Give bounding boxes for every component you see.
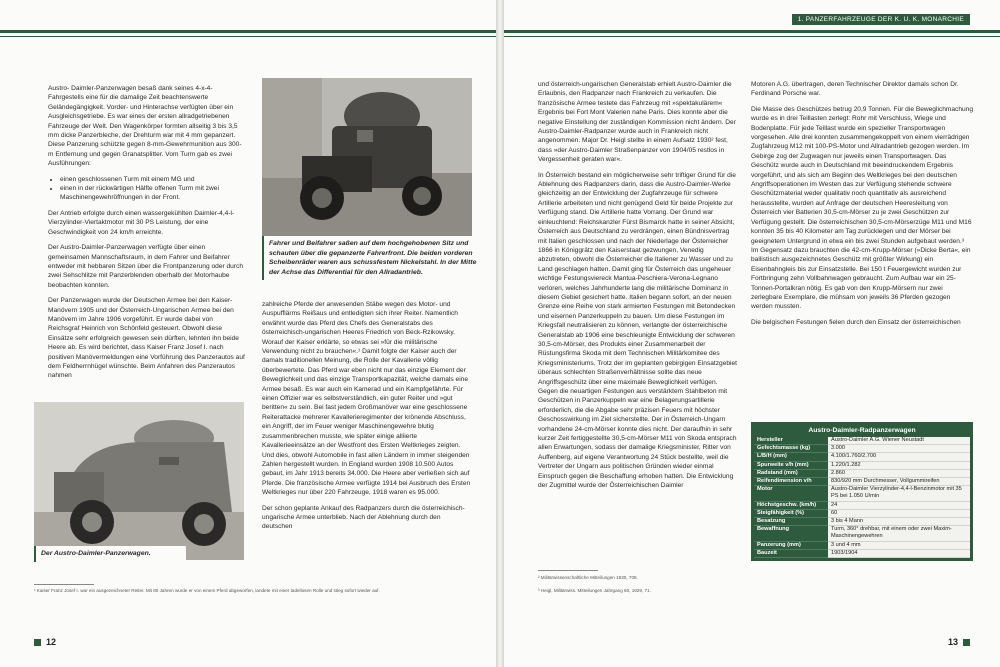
- page-number-right: [948, 637, 970, 647]
- paragraph: zahlreiche Pferde der anwesenden Stäbe wegen des Motor- und Auspufflärms Reißaus und entledigten sich ihrer Reiter. Namentlich erwähnt wurde das Pferd des Chefs des Generalstabs des österreichisch-ungarischen Heeres Friedrich von Beck-Rzikowsky. Worauf der Kaiser erklärte, so etwas sei »für die militärische Verwendung nicht zu brauchen«.¹ Damit folgte der Kaiser auch der damals traditionellen Meinung, die Rolle der Kavallerie völlig überbewertete. Das Pferd war eben nicht nur das einzige Element der Beweglichkeit und das einzige Transportkapazität, welche damals eine Armee besaß. Es war auch ein Kamerad und ein Kampfgefährte. Für einen Offizier war es selbstverständlich, ein guter Reiter und »gut beritten« zu sein. Bei fast jedem Großmanöver war eine geschlossene Reiterattacke mehrerer Kavallerieregimenter der krönende Abschluss, ein Angriff, der im Feuer weniger Maschinengewehre blutig zusammenbrechen musste, wie später einige alliierte Kavallerieeinsätze an der Westfront des Ersten Weltkrieges zeigten. Und dies, obwohl Automobile in fast allen Ländern in immer steigenden Zahlen hergestellt wurden. In England wurden 1908 10.500 Autos gebaut, im Jahr 1913 bereits 34.000. Die Heere aber verließen sich auf Pferde. Die französische Armee verfügte 1914 bei Ausbruch des Ersten Weltkrieges nur über 220 Fahrzeuge, 1918 waren es 95.000.: [262, 301, 471, 497]
- spec-key: Bauzeit: [754, 549, 828, 557]
- spec-table: [754, 437, 970, 558]
- table-row: [754, 469, 970, 477]
- photo-illustration-side: [34, 402, 244, 560]
- right-column-1: [538, 80, 738, 496]
- paragraph: Der Antrieb erfolgte durch einen wassergekühlten Daimler-4,4-l-Vierzylinder-Viertaktmotor mit 30 PS Leistung, der eine Geschwindigkeit von 24 km/h erreichte.: [48, 209, 235, 236]
- caption-top: Fahrer und Beifahrer saßen auf dem hochgehobenen Sitz und schauten über die gepanzerte Fahrerfront. Die beiden vorderen Scheibenräder waren aus schussfestem Nickelstahl. In der Mitte der Achse das Differential für den Allradantrieb.: [262, 236, 482, 280]
- right-column-2: [751, 80, 973, 333]
- green-square-icon: [963, 639, 970, 646]
- spec-key: Bewaffnung: [754, 526, 828, 541]
- turret-list: [48, 175, 246, 203]
- footnote: ² Militärwissenschaftliche Mitteilungen 1930, 708.: [538, 575, 638, 580]
- paragraph: Motoren A.G. übertragen, deren Technischer Direktor damals schon Dr. Ferdinand Porsche war.: [751, 81, 959, 98]
- spec-table-box: [751, 422, 973, 561]
- left-page: [0, 0, 496, 667]
- table-row: [754, 461, 970, 469]
- paragraph: Der Austro-Daimler-Panzerwagen verfügte über einen gemeinsamen Mannschaftsraum, in dem Fahrer und Beifahrer entweder mit hebbaren Sitzen über die Frontpanzerung oder durch zwei Sehschlitze mit Panzerblenden oberhalb der Motorhaube beobachten konnten.: [48, 244, 244, 289]
- spec-value: 1903/1904: [828, 549, 970, 557]
- spec-key: Hersteller: [754, 437, 828, 445]
- top-rule-left-thin: [0, 36, 496, 37]
- gutter: [496, 0, 504, 667]
- top-rule-right: [504, 30, 1000, 33]
- table-row: [754, 509, 970, 517]
- table-row: [754, 486, 970, 501]
- spec-value: Austro-Daimler A.G. Wiener Neustadt: [828, 437, 970, 445]
- spec-value: 60: [828, 509, 970, 517]
- spec-key: Besatzung: [754, 518, 828, 526]
- top-rule-right-thin: [504, 36, 1000, 37]
- spec-key: Steigfähigkeit (%): [754, 509, 828, 517]
- table-row: [754, 518, 970, 526]
- spec-key: Höchstgeschw. (km/h): [754, 501, 828, 509]
- page-number: 13: [947, 637, 958, 647]
- green-square-icon: [34, 639, 41, 646]
- spec-value: 1.220/1.282: [828, 461, 970, 469]
- paragraph: Der schon geplante Ankauf des Radpanzers durch die österreichisch-ungarische Armee unterblieb. Nach der Ablehnung durch den deutschen: [262, 504, 465, 531]
- table-row: [754, 526, 970, 541]
- spec-key: Radstand (mm): [754, 469, 828, 477]
- left-column-1: [48, 84, 246, 387]
- spec-key: Gefechtsmasse (kg): [754, 445, 828, 453]
- left-column-2: [262, 300, 472, 538]
- paragraph: und österreich-ungarischen Generalstab erhielt Austro-Daimler die Erlaubnis, den Radpanzer nach Frankreich zu verkaufen. Die französische Armee testete das Fahrzeug mit »spektakulärem« Ergebnis bei Fort Mont Valerien nahe Paris. Dies konnte aber die negative Einstellung der zuständigen Kommission nicht ändern. Der Austro-Daimler-Radpanzer wurde auch in Frankreich nicht angenommen. Major Dr. Heigl stellte in einem Aufsatz 1930² fest, dass »der Austro-Daimler Straßenpanzer von 1904/05 restlos in Vergessenheit geraten war«.: [538, 81, 736, 164]
- top-rule-left: [0, 30, 496, 33]
- spec-key: Motor: [754, 486, 828, 501]
- spec-value: 2.860: [828, 469, 970, 477]
- table-row: [754, 549, 970, 557]
- page-number-left: [34, 637, 56, 647]
- spec-value: 4.100/1.760/2.700: [828, 453, 970, 461]
- spec-value: Turm, 360° drehbar, mit einem oder zwei Maxim-Maschinengewehren: [828, 526, 970, 541]
- table-row: [754, 501, 970, 509]
- chapter-header: 1. PANZERFAHRZEUGE DER K. U. K. MONARCHIE: [792, 14, 970, 25]
- paragraph: Die belgischen Festungen fielen durch den Einsatz der österreichischen: [751, 318, 961, 326]
- spec-key: Panzerung (mm): [754, 541, 828, 549]
- armored-car-photo-front: [262, 78, 472, 236]
- spec-key: Spurweite v/h (mm): [754, 461, 828, 469]
- footnote-rule: [34, 584, 94, 585]
- table-row: [754, 437, 970, 445]
- table-row: [754, 445, 970, 453]
- spec-key: L/B/H (mm): [754, 453, 828, 461]
- paragraph: Die Masse des Geschützes betrug 20,9 Tonnen. Für die Beweglichmachung wurde es in drei Teillasten zerlegt: Rohr mit Verschluss, Wiege und Bodenplatte. Für jede Teillast wurde ein spezieller Transportwagen vorgesehen. Alle drei konnten zusammengekoppelt von einem vierrädrigen Zugfahrzeug M12 mit 100-PS-Motor und Allradantrieb gezogen werden. Im Gebirge zog der Zugwagen nur jeweils einen Transportwagen. Das Geschütz wurde auch in Deutschland mit beeindruckendem Ergebnis vorgeführt, und als sich am Beginn des Weltkrieges bei den deutschen Angriffsoperationen im Westen das zur Verfügung stehende schwere Geschützmaterial weder qualitativ noch quantitativ als ausreichend herausstellte, wurden auf Anfrage der deutschen Heeresleitung von Österreich vier Batterien 30,5-cm-Mörser zu je zwei Geschützen zur Verfügung gestellt. Die österreichischen 30,5-cm-Mörserzüge M11 und M16 konnten 35 bis 40 Kilometer am Tag zurücklegen und der Mörser bei geeignetem Untergrund in etwa ein bis zwei Stunden aufgebaut werden.³ Im Gegensatz dazu brauchten die 42-cm-Krupp-Mörser (»Dicke Berta«, ein ballistisch ausgezeichnetes Geschütz mit größter Wirkung) ein Eisenbahngleis bis zur Einsatzstelle. Bei 150 t Feuergewicht wurden zur Fortbringung zehn Vollbahnwagen gebraucht. Zum Aufbau war ein 25-Tonnen-Portalkran nötig. Es gab von den Krupp-Mörsern nur zwei zerlegbare Exemplare, die mühsam von jeweils 36 Pferden gezogen werden mussten.: [751, 105, 973, 311]
- spec-value: 830/920 mm Durchmesser, Vollgummireifen: [828, 478, 970, 486]
- paragraph: Der Panzerwagen wurde der Deutschen Armee bei den Kaiser-Manövern 1905 und der Österreich-Ungarischen Armee bei den Manövern im Jahre 1906 vorgeführt. Er wurde dabei von Reichsgraf Heinrich von Schönfeld gesteuert. Obwohl diese Einsätze sehr erfolgreich gewesen sein dürften, lehnten ihn beide Heere ab. Es wird berichtet, dass Kaiser Franz Josef I. nach positiven Manövermeldungen eine Vorführung des Panzerautos auf dem Feldherrnhügel wünschte. Beim Anfahren des Panzerautos nahmen: [48, 297, 245, 380]
- paragraph: Austro- Daimler-Panzerwagen besaß dank seines 4-x-4-Fahrgestells eine für die damalige Zeit beachtenswerte Geländegängigkeit. Vorder- und Hinterachse verfügten über ein Ausgleichsgetriebe. Es war eines der ersten allradgetriebenen Fahrzeuge der Welt. Den Wagenkörper formten allseitig 3 bis 3,5 mm dicke Panzerbleche, der Drehturm war mit 4 mm gepanzert. Diese Panzerung schützte gegen 8-mm-Gewehrmunition aus 300-m Entfernung und gegen Granatsplitter. Vom Turm gab es zwei Ausführungen:: [48, 85, 242, 168]
- spec-value: 3 bis 4 Mann: [828, 518, 970, 526]
- footnote: ³ Heigl, Militärwiss. Mitteilungen Jahrgang 60, 1929, 71.: [538, 588, 651, 593]
- list-item: • einen in der rückwärtigen Hälfte offenen Turm mit zwei Maschinengewehröffnungen in der Front.: [60, 184, 246, 203]
- armored-car-photo-side: [34, 402, 244, 560]
- spec-value: 3 und 4 mm: [828, 541, 970, 549]
- table-row: [754, 478, 970, 486]
- caption-bottom: Der Austro-Daimler-Panzerwagen.: [34, 546, 186, 562]
- table-row: [754, 541, 970, 549]
- table-row: [754, 453, 970, 461]
- spec-key: Reifendimension v/h: [754, 478, 828, 486]
- spec-value: Austro-Daimler Vierzylinder-4,4-l-Benzinmotor mit 35 PS bei 1.050 U/min: [828, 486, 970, 501]
- right-page: [504, 0, 1000, 667]
- page-number: 12: [46, 637, 57, 647]
- spec-value: 24: [828, 501, 970, 509]
- spec-value: 3.000: [828, 445, 970, 453]
- list-item: • einen geschlossenen Turm mit einem MG und: [60, 175, 246, 184]
- footnote-rule: [538, 570, 598, 571]
- footnote: ¹ Kaiser Franz Josef I. war ein ausgezeichneter Reiter. Mit 80 Jahren wurde er von einem Pferd abgeworfen, landete mit einer tadellosen Rolle und stieg sofort wieder auf.: [34, 588, 380, 593]
- spec-table-title: Austro-Daimler-Radpanzerwagen: [808, 427, 916, 434]
- photo-illustration-front: [262, 78, 472, 236]
- paragraph: In Österreich bestand ein möglicherweise sehr triftiger Grund für die Ablehnung des Radpanzers darin, dass die Austro-Daimler-Werke gleichzeitig an der Entwicklung der Zugfahrzeuge für schwere Artillerie arbeiteten und nicht genügend Geld für beide Projekte zur Verfügung stand. Die Artillerie hatte Vorrang. Der Grund war einleuchtend: Reichskanzler Fürst Bismarck hatte in seiner Absicht, Österreich aus Deutschland zu verdrängen, einen Bündnisvertrag mit Italien geschlossen und nach der Niederlage der Österreicher 1866 in Königgrätz den Kaiserstaat gezwungen, Venedig abzutreten, obwohl die Österreicher die Italiener zu Wasser und zu Land geschlagen hatten. Damit ging für Österreich das ungeheuer wichtige Festungsviereck Mantua-Peschiera-Verona-Legnano verloren, welches Jahrhunderte lang die militärische Dominanz in diesem Gebiet gesichert hatte. Italien begann sofort, an der neuen Grenze eine Reihe von stark armierten Festungen mit Betondecken und eisernen Panzerkuppeln zu bauen. Um diese Festungen im Kriegsfall neutralisieren zu können, verlangte der österreichische Generalstab ab 1906 eine beschleunigte Entwicklung der schweren 30,5-cm-Mörser, des Produkts einer Zusammenarbeit der Rüstungsfirma Skoda mit dem Technischen Militärkomitee des Kriegsministeriums. Trotz der im geplanten gebirgigen Einsatzgebiet überaus schlechten Straßenverhältnisse sollte das neue Angriffsgeschütz über eine maximale Beweglichkeit verfügen. Gegen die neuartigen Festungen aus verstärktem Stahlbeton mit Geschützen in Panzerkuppeln war eine Belagerungsartillerie erforderlich, die die Abgabe sehr präzisen Feuers mit höchster Geschosswirkung im Ziel sicherstellte. Der in Österreich-Ungarn vorhandene 24-cm-Mörser konnte dies nicht. Der daraufhin in sehr kurzer Zeit fertiggestellte 30,5-cm-Mörser M11 von Skoda entsprach allen Erwartungen, sodass der damalige Kriegsminister, Ritter von Auffenberg, auf eigene Verantwortung 24 Stück bestellte, weil die Vertreter der Ungarn aus politischen Gründen wieder einmal Einspruch gegen die Beschaffung erhoben hatten. Die Entwicklung der Zugmittel wurde der Österreichischen Daimler: [538, 171, 738, 490]
